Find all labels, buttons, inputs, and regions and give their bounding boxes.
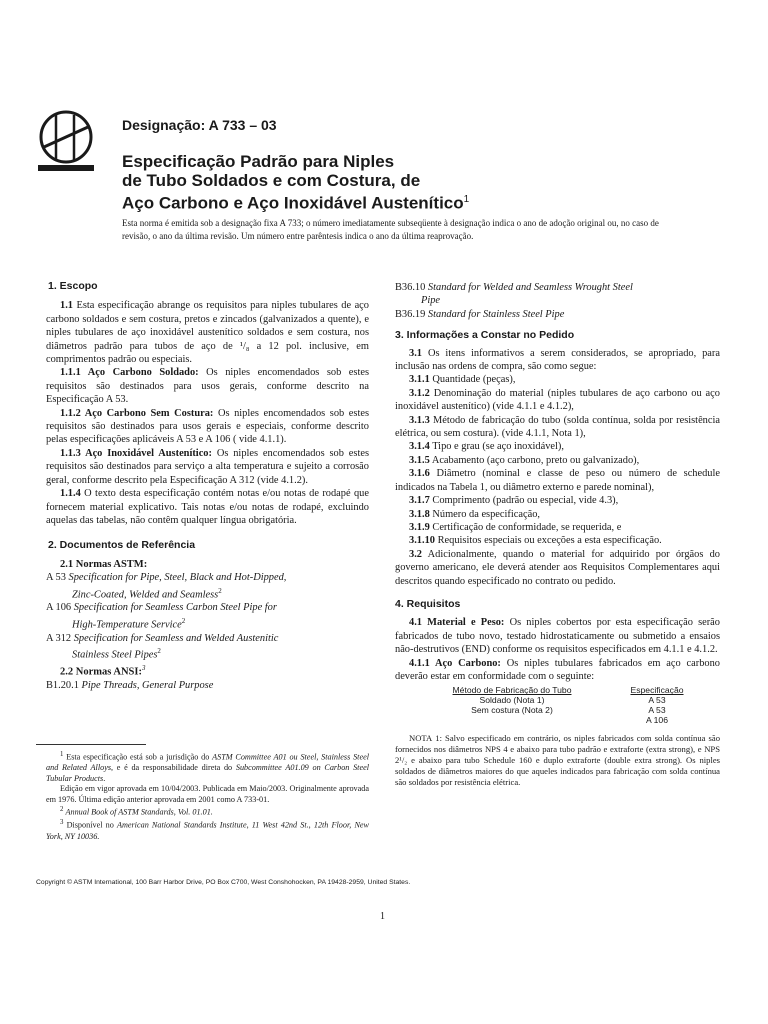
- page-number: 1: [380, 911, 385, 922]
- section-heading-scope: 1. Escopo: [48, 280, 98, 292]
- paragraph-1-1-4: 1.1.4 O texto desta especificação contém notas e/ou notas de rodapé que fornecem material explicativo. Tais notas e/ou notas de rodapé, excluindo aquelas das tabelas, não contêm qualquer língua obrigatória.: [46, 488, 369, 526]
- paragraph-1-1-1: 1.1.1 Aço Carbono Soldado: Os niples encomendados sob estes requisitos são destinados para usos gerais, conforme descrito na Especificação A 53.: [46, 367, 369, 406]
- ansi-standards-heading: 2.2 Normas ANSI:$^3$: [60, 663, 146, 678]
- reference-b36-10: B36.10 Standard for Welded and Seamless Wrought Steel Pipe: [395, 282, 633, 307]
- astm-logo: [36, 107, 112, 175]
- order-item: 3.1.3 Método de fabricação do tubo (solda contínua, solda por resistência elétrica, ou sem costura). (vide 4.1.1, Nota 1),: [395, 414, 720, 440]
- issuance-note: Esta norma é emitida sob a designação fixa A 733; o número imediatamente subseqüente à designação indica o ano de adoção original ou, no caso de revisão, o ano da última revisão. Um número entre parêntesis indica o ano da última reaprovação.: [122, 218, 659, 241]
- paragraph-1-1-2: 1.1.2 Aço Carbono Sem Costura: Os niples encomendados sob estes requisitos são destinados para usos gerais e especiais, conforme descrito pelas especificações aplicáveis A 53 e A 106 ( vide 4.1.1).: [46, 407, 369, 446]
- footnote-3: $^3$ Disponível no American National Standards Institute, 11 West 42nd St., 12th Floor, New York, NY 10036.: [46, 819, 370, 841]
- paragraph-3-1: 3.1 Os itens informativos a serem considerados, se apropriado, para inclusão nas ordens de compra, são como segue:: [395, 347, 720, 373]
- order-item: 3.1.4 Tipo e grau (se aço inoxidável),: [409, 441, 564, 453]
- right-column: [395, 281, 720, 788]
- table-header-spec: Especificação: [630, 685, 684, 696]
- order-item: 3.1.1 Quantidade (peças),: [409, 374, 516, 386]
- reference-b36-19: B36.19 Standard for Stainless Steel Pipe: [395, 308, 565, 320]
- title-line-3: Aço Carbono e Aço Inoxidável Austenítico$^1$: [122, 193, 470, 213]
- footnote-divider: [36, 744, 146, 745]
- manufacture-spec-table: [417, 685, 707, 725]
- table-row: A 106: [646, 715, 668, 726]
- designation: Designação: A 733 – 03: [122, 117, 277, 133]
- order-item: 3.1.2 Denominação do material (niples tubulares de aço carbono ou aço inoxidável austenítico) (vide 4.1.1 e 4.1.2),: [395, 387, 720, 413]
- paragraph-4-1: 4.1 Material e Peso: Os niples cobertos por esta especificação serão fabricados de tubo novo, testado hidrostaticamente ou submetido a ensaios não-destrutivos (END) conforme os requisitos especificados em 4.1.1 e 4.1.2.: [395, 617, 720, 656]
- order-item: 3.1.9 Certificação de conformidade, se requerida, e: [409, 521, 622, 533]
- reference-a106: A 106 Specification for Seamless Carbon Steel Pipe for High-Temperature Service$^2$: [46, 602, 277, 631]
- title-line-1: Especificação Padrão para Niples: [122, 152, 395, 171]
- order-item: 3.1.10 Requisitos especiais ou exceções a esta especificação.: [409, 535, 662, 547]
- table-header-method: Método de Fabricação do Tubo: [452, 685, 572, 696]
- section-heading-references: 2. Documentos de Referência: [48, 539, 196, 552]
- left-column: [46, 280, 369, 692]
- order-item: 3.1.7 Comprimento (padrão ou especial, vide 4.3),: [409, 495, 619, 507]
- order-item: 3.1.5 Acabamento (aço carbono, preto ou galvanizado),: [409, 454, 640, 466]
- title-footnote-mark: 1: [463, 194, 470, 205]
- footnotes: [46, 750, 369, 842]
- order-item: 3.1.6 Diâmetro (nominal e classe de peso ou número de schedule indicados na Tabela 1, ou diâmetro externo e parede nominal),: [395, 468, 720, 493]
- table-row: Soldado (Nota 1) A 53: [479, 695, 666, 706]
- reference-a312: A 312 Specification for Seamless and Welded Austenitic Stainless Steel Pipes$^2$: [46, 632, 279, 661]
- table-row: Sem costura (Nota 2) A 53: [471, 705, 666, 716]
- title-line-2: de Tubo Soldados e com Costura, de: [122, 171, 421, 190]
- paragraph-4-1-1: 4.1.1 Aço Carbono: Os niples tubulares fabricados em aço carbono deverão estar em conformidade com o seguinte:: [395, 657, 720, 682]
- paragraph-1-1-3: 1.1.3 Aço Inoxidável Austenítico: Os niples encomendados sob estes requisitos são destinados para serviço a alta temperatura e sujeito a corrosão geral, conforme descrito pela Especificação A 312 (vide 4.1.2).: [46, 447, 369, 486]
- section-heading-ordering: 3. Informações a Constar no Pedido: [395, 329, 575, 342]
- paragraph-3-2: 3.2 Adicionalmente, quando o material for adquirido por órgãos do governo americano, ele deverá atender aos Requisitos Complementares aqui descritos quando especificado no contrato ou pedido.: [395, 548, 720, 587]
- note-1: NOTA 1: Salvo especificado em contrário, os niples fabricados com solda contínua são fornecidos nos diâmetros NPS 4 e abaixo para tubo padrão e extraforte (extra strong), e NPS 2¹/₂ e abaixo para tubo Schedule 160 e duplo extraforte (double extra strong). Os niples soldados de diâmetros maiores do que aqueles indicados para fabricação com solda contínua são soldados por resistência elétrica.: [395, 733, 720, 788]
- footnote-1-edition: Edição em vigor aprovada em 10/04/2003. Publicada em Maio/2003. Originalmente aprovada em 1976. Última edição anterior aprovada em 2001 como A 733-01.: [46, 784, 369, 804]
- reference-a53: A 53 Specification for Pipe, Steel, Black and Hot-Dipped, Zinc-Coated, Welded and Seamless$^2$: [46, 572, 287, 600]
- document-title: [122, 152, 522, 213]
- reference-b1-20-1: B1.20.1 Pipe Threads, General Purpose: [46, 679, 214, 691]
- order-item: 3.1.8 Número da especificação,: [409, 508, 540, 520]
- astm-standards-heading: 2.1 Normas ASTM:: [60, 558, 148, 570]
- paragraph-1-1: 1.1 Esta especificação abrange os requisitos para niples tubulares de aço carbono soldados e sem costura, pretos e zincados (galvanizados a quente), e niples tubulares de aço inoxidável austenítico soldados e sem costura, nos diâmetros padrão para tubos de aço de ¹/₈ a 12 pol. inclusive, em comprimentos padrão ou especiais.: [46, 300, 369, 366]
- footnote-2: $^2$ Annual Book of ASTM Standards, Vol. 01.01.: [60, 806, 213, 817]
- copyright-notice: Copyright © ASTM International, 100 Barr Harbor Drive, PO Box C700, West Conshohocken, PA 19428-2959, United States.: [36, 879, 411, 886]
- footnote-1: $^1$ Esta especificação está sob a jurisdição do ASTM Committee A01 ou Steel, Stainless Steel and Related Alloys, e é da responsabilidade direta do Subcommittee A01.09 on Carbon Steel Tubular Products.: [46, 751, 370, 783]
- section-heading-requirements: 4. Requisitos: [395, 597, 461, 610]
